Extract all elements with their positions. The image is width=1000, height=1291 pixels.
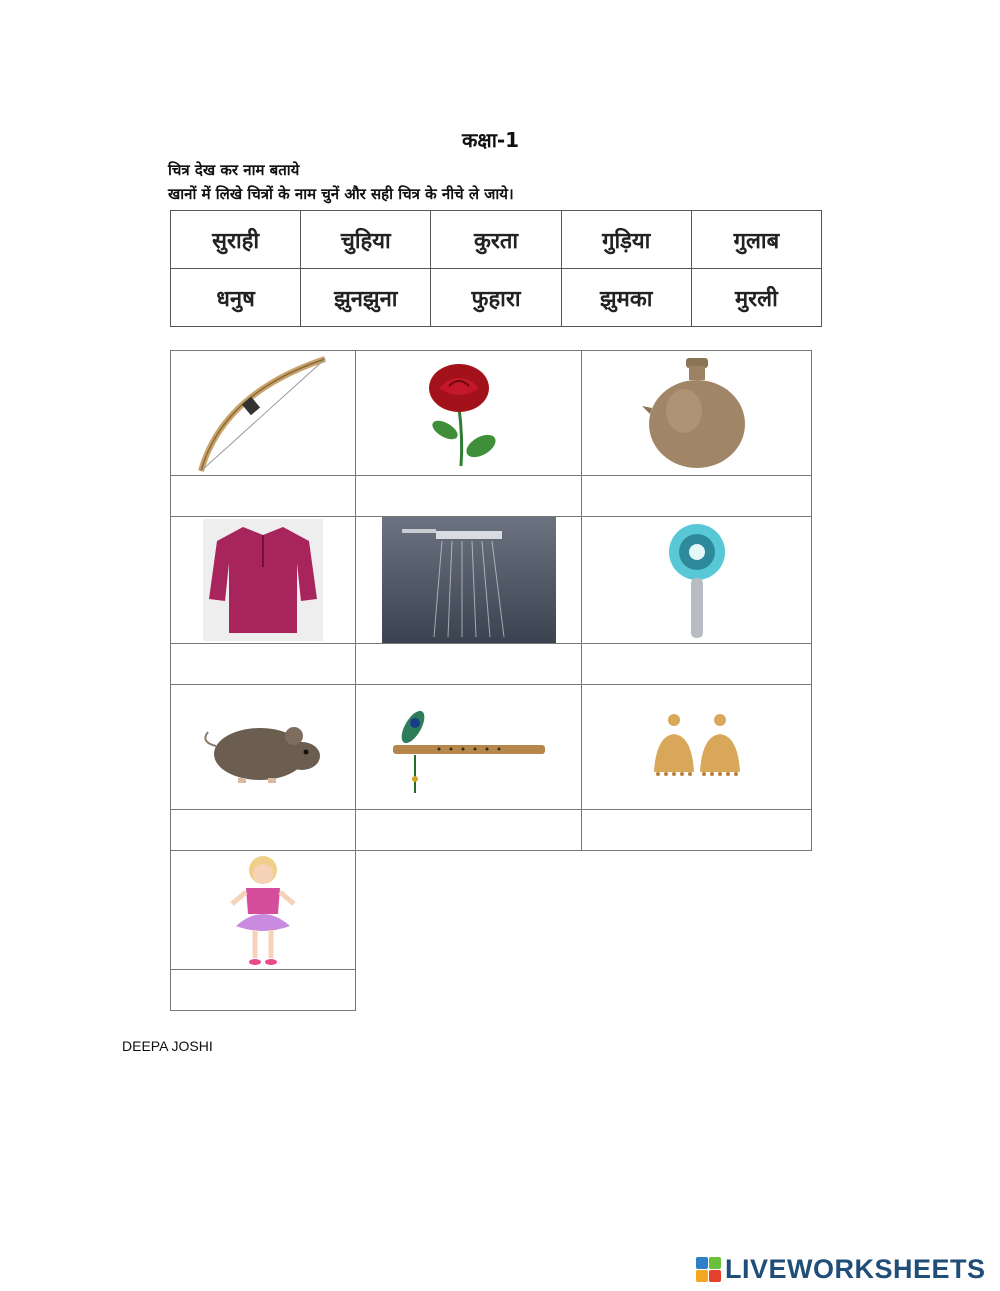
word-bank-item[interactable]: गुलाब xyxy=(691,211,821,269)
picture-cell xyxy=(582,351,812,476)
answer-input[interactable] xyxy=(175,648,356,680)
answer-cell[interactable] xyxy=(356,810,582,851)
answer-input[interactable] xyxy=(175,814,356,846)
picture-cell xyxy=(356,351,582,476)
answer-input[interactable] xyxy=(587,814,811,846)
picture-cell xyxy=(171,517,356,644)
kurta-icon xyxy=(171,517,355,643)
picture-row xyxy=(171,851,812,970)
word-bank-item[interactable]: फुहारा xyxy=(431,269,561,327)
word-bank-item[interactable]: चुहिया xyxy=(301,211,431,269)
answer-input[interactable] xyxy=(361,480,581,512)
rose-icon xyxy=(356,351,581,475)
answer-input[interactable] xyxy=(361,648,581,680)
picture-cell xyxy=(356,517,582,644)
answer-row xyxy=(171,644,812,685)
word-bank-item[interactable]: कुरता xyxy=(431,211,561,269)
flute-icon xyxy=(356,685,581,809)
answer-input[interactable] xyxy=(175,480,356,512)
liveworksheets-logo-icon xyxy=(696,1257,721,1282)
answer-cell[interactable] xyxy=(356,644,582,685)
shower-icon xyxy=(356,517,581,643)
picture-cell xyxy=(171,351,356,476)
picture-row xyxy=(171,517,812,644)
picture-cell xyxy=(582,517,812,644)
mouse-icon xyxy=(171,685,355,809)
word-bank-item[interactable]: गुड़िया xyxy=(561,211,691,269)
answer-cell[interactable] xyxy=(171,970,356,1011)
word-bank-row xyxy=(171,269,822,327)
pot-icon xyxy=(582,351,811,475)
answer-cell[interactable] xyxy=(582,644,812,685)
answer-cell[interactable] xyxy=(356,476,582,517)
word-bank-table xyxy=(170,210,822,327)
answer-input[interactable] xyxy=(361,814,581,846)
page-title: कक्षा-1 xyxy=(462,128,520,152)
earrings-icon xyxy=(582,685,811,809)
word-bank-item[interactable]: झुमका xyxy=(561,269,691,327)
answer-cell[interactable] xyxy=(582,476,812,517)
word-bank-item[interactable]: धनुष xyxy=(171,269,301,327)
answer-cell[interactable] xyxy=(582,810,812,851)
picture-row xyxy=(171,351,812,476)
word-bank-item[interactable]: मुरली xyxy=(691,269,821,327)
answer-input[interactable] xyxy=(587,480,811,512)
picture-grid xyxy=(170,350,812,1011)
word-bank-item[interactable]: सुराही xyxy=(171,211,301,269)
answer-input[interactable] xyxy=(587,648,811,680)
liveworksheets-brand[interactable] xyxy=(696,1254,986,1285)
word-bank-row xyxy=(171,211,822,269)
answer-input[interactable] xyxy=(175,974,356,1006)
answer-row xyxy=(171,476,812,517)
answer-row xyxy=(171,970,812,1011)
bow-icon xyxy=(171,351,355,475)
instruction-line-2: खानों में लिखे चित्रों के नाम चुनें और सही चित्र के नीचे ले जाये। xyxy=(168,185,514,203)
brand-text: LIVEWORKSHEETS xyxy=(725,1254,986,1284)
instruction-line-1: चित्र देख कर नाम बताये xyxy=(168,161,300,179)
answer-row xyxy=(171,810,812,851)
rattle-icon xyxy=(582,517,811,643)
picture-cell xyxy=(356,685,582,810)
author-name: DEEPA JOSHI xyxy=(122,1038,213,1054)
picture-cell xyxy=(582,685,812,810)
answer-cell[interactable] xyxy=(171,810,356,851)
picture-cell xyxy=(171,685,356,810)
answer-cell[interactable] xyxy=(171,476,356,517)
doll-icon xyxy=(171,851,355,969)
word-bank-item[interactable]: झुनझुना xyxy=(301,269,431,327)
picture-row xyxy=(171,685,812,810)
answer-cell[interactable] xyxy=(171,644,356,685)
picture-cell xyxy=(171,851,356,970)
